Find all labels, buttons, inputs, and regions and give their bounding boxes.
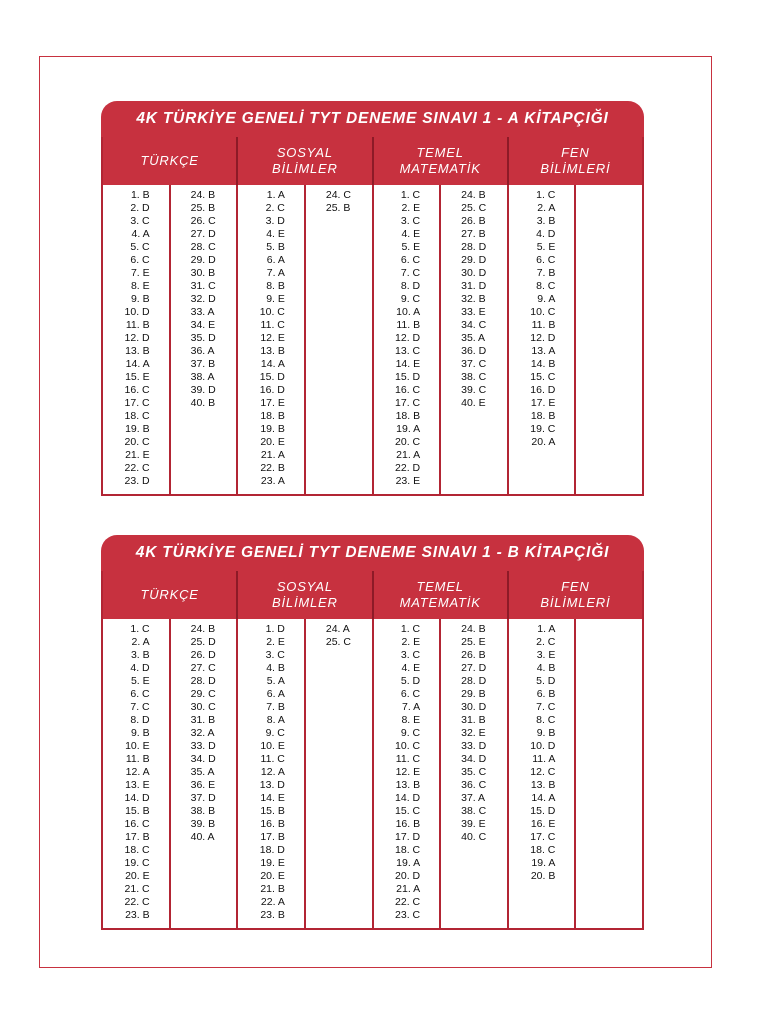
answer-item: 4. B (266, 662, 285, 674)
answer-item: 4. E (266, 228, 285, 240)
answer-item: 2. E (401, 636, 421, 648)
subject-header-matematik (372, 137, 507, 185)
answer-item: 16. D (259, 384, 285, 396)
answer-column (236, 185, 304, 494)
answer-item: 1. C (130, 623, 150, 635)
answer-item: 4. A (131, 228, 150, 240)
answer-item: 40. B (190, 397, 216, 409)
answer-item: 28. D (461, 241, 487, 253)
answer-item: 18. C (124, 410, 150, 422)
answer-item: 8. E (401, 714, 421, 726)
answer-item: 3. C (400, 215, 421, 227)
answer-item: 17. B (125, 831, 150, 843)
answer-item: 36. C (461, 779, 487, 791)
answer-item: 6. C (130, 254, 150, 266)
answer-column (372, 619, 440, 928)
answer-item: 13. B (260, 345, 285, 357)
answer-item: 8. D (400, 280, 421, 292)
answer-column (103, 619, 169, 928)
answer-item: 17. E (260, 397, 285, 409)
subject-label: FEN BİLİMLERİ (540, 145, 611, 176)
answer-item: 2. E (401, 202, 421, 214)
answer-item: 38. C (461, 805, 487, 817)
answer-item: 1. A (266, 189, 285, 201)
subject-header-matematik (372, 571, 507, 619)
answer-item: 25. C (325, 636, 351, 648)
answer-item: 37. B (190, 358, 216, 370)
answer-key-b-table (101, 571, 644, 930)
answer-item: 18. C (395, 844, 421, 856)
answer-key-a (101, 101, 644, 496)
answer-item: 14. A (531, 792, 556, 804)
answer-item: 9. A (537, 293, 556, 305)
answer-item: 40. E (461, 397, 486, 409)
answer-item: 8. B (266, 280, 285, 292)
answer-item: 12. E (395, 766, 421, 778)
answer-item: 16. E (530, 818, 556, 830)
answer-item: 20. C (124, 436, 150, 448)
answer-item: 8. C (536, 714, 556, 726)
answer-item: 2. A (131, 636, 150, 648)
answer-item: 15. D (259, 371, 285, 383)
answer-item: 1. B (130, 189, 150, 201)
answer-item: 22. B (260, 462, 285, 474)
answer-item: 22. C (124, 896, 150, 908)
answer-item: 17. D (395, 831, 421, 843)
answer-item: 31. B (461, 714, 486, 726)
answer-item: 2. C (265, 202, 285, 214)
answer-item: 18. B (530, 410, 556, 422)
answer-item: 29. C (190, 688, 216, 700)
answer-item: 27. D (461, 662, 487, 674)
answer-item: 21. A (396, 883, 421, 895)
answer-item: 12. A (260, 766, 285, 778)
answer-item: 32. B (461, 293, 486, 305)
answer-item: 13. C (395, 345, 421, 357)
answer-item: 38. A (190, 371, 215, 383)
answer-item: 1. D (265, 623, 285, 635)
answer-item: 25. E (461, 636, 486, 648)
answer-item: 19. E (260, 857, 285, 869)
answer-item: 17. C (530, 831, 556, 843)
answer-item: 9. B (130, 727, 150, 739)
answer-item: 1. C (536, 189, 556, 201)
answer-item: 11. C (260, 319, 285, 331)
answer-item: 17. C (124, 397, 150, 409)
answer-item: 7. B (536, 267, 556, 279)
answer-item: 29. D (190, 254, 216, 266)
subject-label: FEN BİLİMLERİ (540, 579, 611, 610)
answer-item: 14. B (530, 358, 556, 370)
answer-item: 14. D (124, 792, 150, 804)
answer-item: 35. D (190, 332, 216, 344)
answer-item: 20. C (395, 436, 421, 448)
answer-item: 2. D (130, 202, 150, 214)
answer-item: 7. E (130, 267, 150, 279)
answer-item: 18. C (124, 844, 150, 856)
answer-item: 8. D (130, 714, 150, 726)
answer-item: 15. C (395, 805, 421, 817)
answer-column (169, 185, 237, 494)
answer-item: 34. C (461, 319, 487, 331)
answer-item: 15. D (530, 805, 556, 817)
answer-item: 5. E (536, 241, 556, 253)
answer-item: 17. E (530, 397, 556, 409)
subject-header-sosyal (236, 571, 371, 619)
answer-item: 20. E (260, 870, 285, 882)
answer-item: 28. C (190, 241, 216, 253)
answer-item: 19. C (530, 423, 556, 435)
answer-item: 40. A (190, 831, 215, 843)
answer-item: 11. C (395, 753, 421, 765)
answer-item: 10. D (530, 740, 556, 752)
subject-label: TEMEL MATEMATİK (399, 145, 481, 176)
answer-item: 16. C (395, 384, 421, 396)
answer-item: 2. E (266, 636, 285, 648)
answer-item: 19. B (125, 423, 150, 435)
answer-item: 9. C (265, 727, 285, 739)
answer-item: 4. D (130, 662, 150, 674)
answer-item: 19. A (396, 857, 421, 869)
answer-item: 18. B (260, 410, 285, 422)
answer-column (236, 619, 304, 928)
answer-item: 4. B (536, 662, 556, 674)
subject-label: TEMEL MATEMATİK (399, 579, 481, 610)
answer-item: 5. E (401, 241, 421, 253)
answer-item: 21. B (260, 883, 285, 895)
answer-item: 8. E (130, 280, 150, 292)
answer-item: 3. C (400, 649, 421, 661)
answer-item: 29. D (461, 254, 487, 266)
answer-item: 23. E (395, 475, 421, 487)
answer-item: 12. A (125, 766, 150, 778)
answer-item: 20. E (260, 436, 285, 448)
answer-item: 39. E (461, 818, 486, 830)
answer-item: 6. B (536, 688, 556, 700)
answer-item: 25. B (325, 202, 351, 214)
answer-item: 18. B (395, 410, 421, 422)
answer-item: 10. C (530, 306, 556, 318)
answer-item: 21. E (125, 449, 150, 461)
answer-item: 24. B (461, 623, 486, 635)
answer-item: 26. D (190, 649, 216, 661)
answer-item: 7. C (536, 701, 556, 713)
answer-item: 11. C (260, 753, 285, 765)
answer-item: 37. D (190, 792, 216, 804)
answer-item: 33. D (461, 740, 487, 752)
answer-item: 12. D (395, 332, 421, 344)
answer-item: 39. D (190, 384, 216, 396)
answer-item: 11. A (532, 753, 556, 765)
answer-item: 13. B (125, 345, 150, 357)
answer-item: 33. D (190, 740, 216, 752)
answer-item: 6. C (536, 254, 556, 266)
answer-item: 6. C (400, 254, 421, 266)
answer-item: 32. E (461, 727, 486, 739)
answer-item: 6. C (400, 688, 421, 700)
answer-item: 10. E (125, 740, 150, 752)
answer-item: 5. A (266, 675, 285, 687)
answer-item: 15. D (395, 371, 421, 383)
answer-item: 2. C (536, 636, 556, 648)
answer-item: 30. D (461, 701, 487, 713)
answer-item: 34. E (190, 319, 216, 331)
answer-item: 32. D (190, 293, 216, 305)
answer-item: 2. A (537, 202, 556, 214)
answer-item: 13. B (530, 779, 556, 791)
answer-item: 15. C (530, 371, 556, 383)
answer-key-b-title: 4K TÜRKİYE GENELİ TYT DENEME SINAVI 1 - B KİTAPÇIĞI (101, 535, 644, 571)
answer-item: 14. D (395, 792, 421, 804)
answer-item: 40. C (461, 831, 487, 843)
subject-label: TÜRKÇE (140, 153, 199, 168)
answer-item: 24. B (190, 189, 216, 201)
answer-item: 7. A (266, 267, 285, 279)
answer-item: 9. C (400, 293, 421, 305)
answer-item: 33. A (190, 306, 215, 318)
answer-item: 20. B (530, 870, 556, 882)
answer-item: 21. C (124, 883, 150, 895)
answer-item: 13. E (125, 779, 150, 791)
answer-item: 35. C (461, 766, 487, 778)
answer-item: 16. D (530, 384, 556, 396)
answer-item: 29. B (461, 688, 486, 700)
answer-column (507, 619, 575, 928)
answer-column (372, 185, 440, 494)
answer-item: 12. E (260, 332, 285, 344)
answer-item: 15. B (125, 805, 150, 817)
answer-item: 10. C (259, 306, 285, 318)
answer-item: 22. D (395, 462, 421, 474)
subject-header-turkce (103, 571, 236, 619)
answer-item: 4. E (401, 662, 421, 674)
answer-key-b (101, 535, 644, 930)
answer-item: 7. C (130, 701, 150, 713)
answer-item: 23. D (124, 475, 150, 487)
answer-column (574, 185, 642, 494)
answer-item: 19. C (124, 857, 150, 869)
answer-item: 5. E (130, 675, 150, 687)
answer-item: 39. C (461, 384, 487, 396)
answer-item: 24. B (190, 623, 216, 635)
answer-item: 12. C (530, 766, 556, 778)
answer-item: 32. A (190, 727, 215, 739)
answer-item: 35. A (461, 332, 486, 344)
answer-item: 8. A (266, 714, 285, 726)
subject-label: TÜRKÇE (140, 587, 199, 602)
answer-item: 16. C (124, 384, 150, 396)
answer-item: 9. B (130, 293, 150, 305)
answer-item: 25. B (190, 202, 216, 214)
answer-item: 17. B (260, 831, 285, 843)
answer-item: 7. B (266, 701, 285, 713)
answer-column (439, 619, 507, 928)
answer-item: 21. A (260, 449, 285, 461)
answer-item: 24. B (461, 189, 486, 201)
answer-item: 22. C (124, 462, 150, 474)
answer-item: 9. B (536, 727, 556, 739)
answer-item: 36. A (190, 345, 215, 357)
answer-item: 6. A (266, 254, 285, 266)
answer-item: 19. A (396, 423, 421, 435)
answer-item: 9. E (266, 293, 285, 305)
answer-item: 5. D (536, 675, 556, 687)
answer-item: 24. C (325, 189, 351, 201)
answer-item: 1. C (400, 623, 421, 635)
answer-item: 10. C (395, 740, 421, 752)
answer-item: 11. B (531, 319, 556, 331)
answer-item: 16. B (260, 818, 285, 830)
answer-item: 27. C (190, 662, 216, 674)
answer-item: 15. E (125, 371, 150, 383)
answer-item: 33. E (461, 306, 486, 318)
answer-item: 1. A (537, 623, 556, 635)
answer-column (169, 619, 237, 928)
answer-item: 11. B (125, 319, 150, 331)
answer-column (304, 619, 372, 928)
answer-item: 1. C (400, 189, 421, 201)
answer-item: 11. B (396, 319, 421, 331)
answer-item: 30. B (190, 267, 216, 279)
subject-header-row (103, 137, 642, 185)
answer-item: 20. E (125, 870, 150, 882)
answer-item: 17. C (395, 397, 421, 409)
subject-label: SOSYAL BİLİMLER (272, 579, 338, 610)
answer-item: 23. A (260, 475, 285, 487)
answer-item: 4. D (536, 228, 556, 240)
answer-item: 35. A (190, 766, 215, 778)
answer-item: 38. C (461, 371, 487, 383)
answer-item: 3. D (265, 215, 285, 227)
answer-item: 3. B (130, 649, 150, 661)
answer-item: 20. A (531, 436, 556, 448)
answer-item: 38. B (190, 805, 216, 817)
answer-item: 6. C (130, 688, 150, 700)
answer-item: 14. E (260, 792, 285, 804)
answer-item: 13. A (531, 345, 556, 357)
answer-item: 8. C (536, 280, 556, 292)
answer-item: 18. C (530, 844, 556, 856)
answer-item: 3. B (536, 215, 556, 227)
answer-item: 31. D (461, 280, 487, 292)
answer-item: 34. D (190, 753, 216, 765)
answer-item: 11. B (125, 753, 150, 765)
answer-item: 26. B (461, 215, 486, 227)
answer-item: 10. E (260, 740, 285, 752)
answer-item: 21. A (396, 449, 421, 461)
answer-item: 23. C (395, 909, 421, 921)
answer-item: 39. B (190, 818, 216, 830)
answer-item: 20. D (395, 870, 421, 882)
answer-item: 24. A (325, 623, 350, 635)
answer-column (103, 185, 169, 494)
answer-item: 13. B (395, 779, 421, 791)
answer-item: 10. D (124, 306, 150, 318)
answer-item: 19. A (531, 857, 556, 869)
answer-item: 5. D (400, 675, 421, 687)
answers-row (103, 619, 642, 928)
answer-item: 14. E (395, 358, 421, 370)
answer-column (304, 185, 372, 494)
answer-item: 3. C (265, 649, 285, 661)
subject-header-turkce (103, 137, 236, 185)
answer-item: 9. C (400, 727, 421, 739)
answer-item: 5. C (130, 241, 150, 253)
answer-item: 28. D (461, 675, 487, 687)
answer-item: 5. B (266, 241, 285, 253)
answer-item: 23. B (260, 909, 285, 921)
answer-column (507, 185, 575, 494)
answer-column (439, 185, 507, 494)
answer-item: 3. E (536, 649, 556, 661)
answer-item: 4. E (401, 228, 421, 240)
answer-item: 7. A (402, 701, 421, 713)
answer-item: 10. A (396, 306, 421, 318)
answer-item: 30. D (461, 267, 487, 279)
answer-key-a-title: 4K TÜRKİYE GENELİ TYT DENEME SINAVI 1 - A KİTAPÇIĞI (101, 101, 644, 137)
subject-header-fen (507, 137, 642, 185)
answer-item: 12. D (124, 332, 150, 344)
answer-item: 28. D (190, 675, 216, 687)
answer-item: 34. D (461, 753, 487, 765)
answer-item: 30. C (190, 701, 216, 713)
subject-header-fen (507, 571, 642, 619)
answer-item: 37. C (461, 358, 487, 370)
answer-item: 23. B (125, 909, 150, 921)
answer-item: 22. C (395, 896, 421, 908)
answer-item: 36. D (461, 345, 487, 357)
answer-item: 25. C (461, 202, 487, 214)
answer-item: 19. B (260, 423, 285, 435)
answer-item: 25. D (190, 636, 216, 648)
answer-item: 7. C (400, 267, 421, 279)
answer-item: 36. E (190, 779, 216, 791)
subject-header-row (103, 571, 642, 619)
answer-key-a-table (101, 137, 644, 496)
subject-header-sosyal (236, 137, 371, 185)
answer-item: 18. D (259, 844, 285, 856)
answer-item: 31. B (190, 714, 216, 726)
answer-item: 27. D (190, 228, 216, 240)
answer-item: 12. D (530, 332, 556, 344)
answer-item: 37. A (461, 792, 486, 804)
answer-item: 26. B (461, 649, 486, 661)
subject-label: SOSYAL BİLİMLER (272, 145, 338, 176)
answer-item: 16. C (124, 818, 150, 830)
answer-item: 27. B (461, 228, 486, 240)
answer-item: 22. A (260, 896, 285, 908)
answer-item: 26. C (190, 215, 216, 227)
answer-column (574, 619, 642, 928)
answer-item: 14. A (125, 358, 150, 370)
answer-item: 14. A (260, 358, 285, 370)
answer-item: 6. A (266, 688, 285, 700)
answers-row (103, 185, 642, 494)
answer-item: 13. D (259, 779, 285, 791)
answer-item: 16. B (395, 818, 421, 830)
answer-item: 15. B (260, 805, 285, 817)
answer-item: 31. C (190, 280, 216, 292)
answer-item: 3. C (130, 215, 150, 227)
